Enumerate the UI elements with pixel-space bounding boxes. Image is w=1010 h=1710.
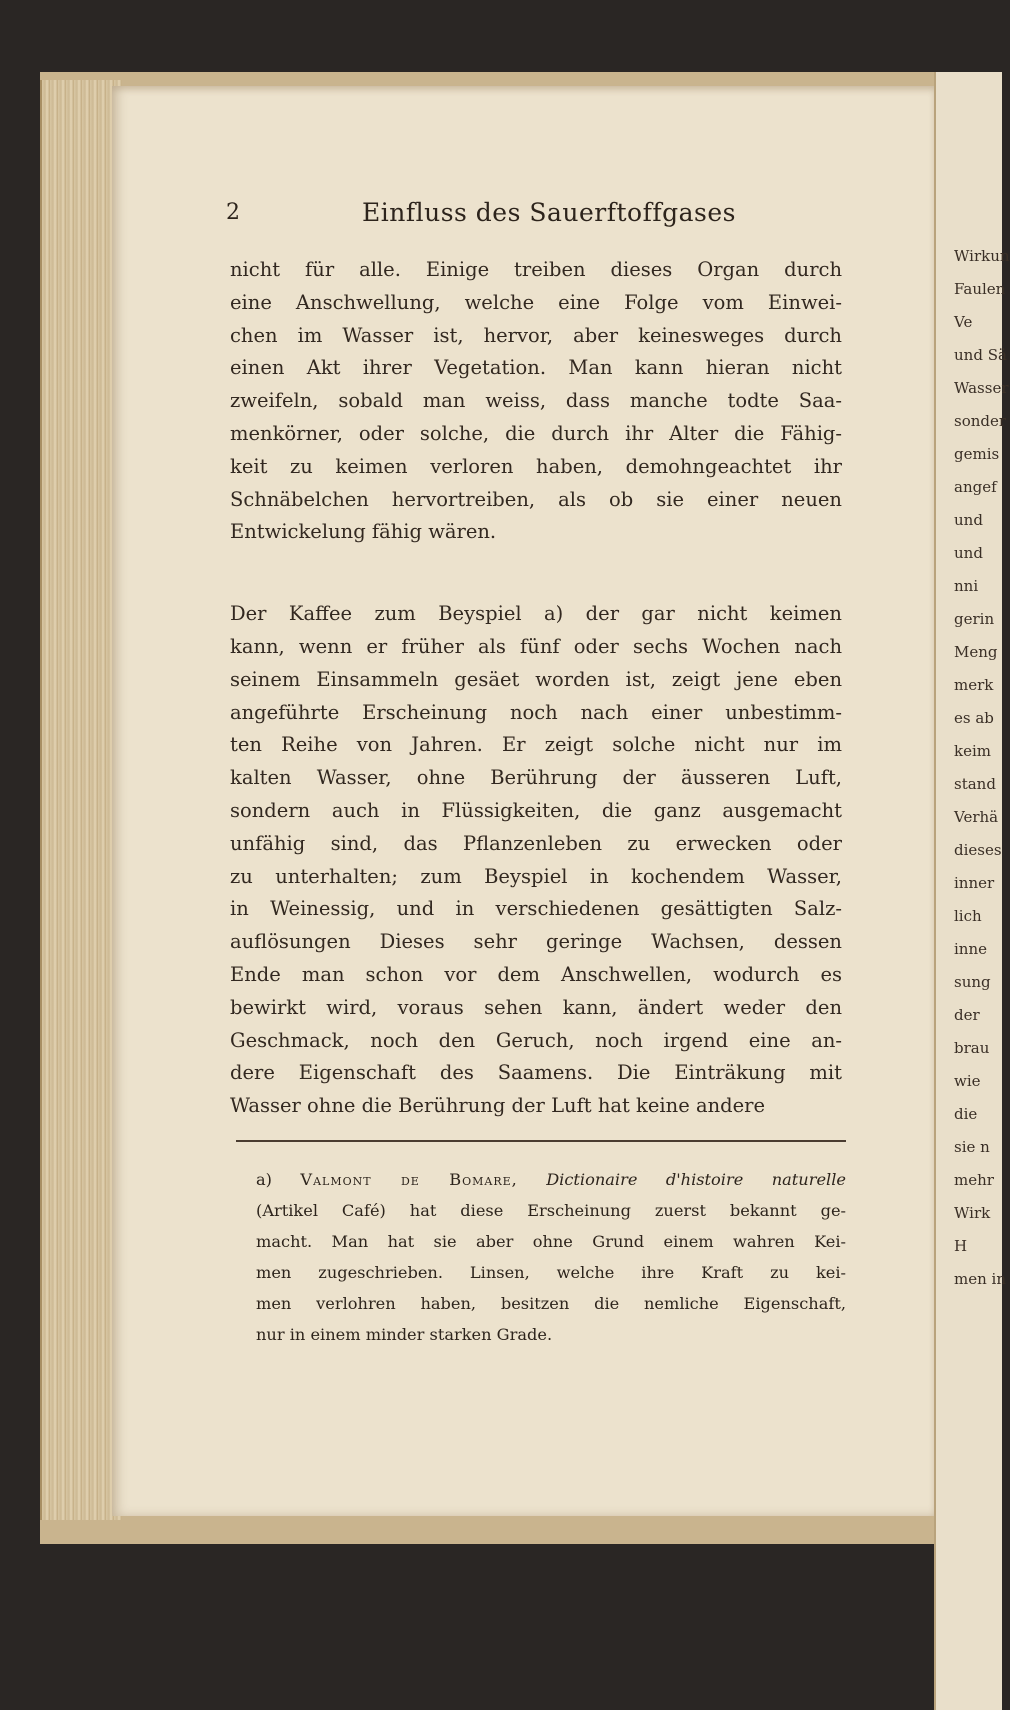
text-line: dere Eigenschaft des Saamens. Die Einträkung mit: [230, 1061, 842, 1085]
facing-text-fragment: sonder: [954, 412, 1007, 430]
facing-text-fragment: und Sä: [954, 346, 1007, 364]
text-line: Geschmack, noch den Geruch, noch irgend eine an-: [230, 1028, 842, 1052]
footnote-line: [256, 1164, 846, 1195]
facing-text-fragment: inne: [954, 940, 987, 958]
facing-text-fragment: H: [954, 1237, 968, 1255]
footnote-author: Valmont de Bomare,: [300, 1170, 518, 1189]
facing-text-fragment: dieses: [954, 841, 1002, 859]
text-line: menkörner, oder solche, die durch ihr Alter die Fähig-: [230, 421, 842, 445]
text-line: zweifeln, sobald man weiss, dass manche todte Saa-: [230, 389, 842, 413]
facing-text-fragment: der: [954, 1006, 980, 1024]
facing-text-fragment: Verhä: [954, 808, 999, 826]
text-line: Der Kaffee zum Beyspiel a) der gar nicht keimen: [230, 602, 842, 626]
text-line: eine Anschwellung, welche eine Folge vom Einwei-: [230, 290, 842, 314]
facing-text-fragment: Meng: [954, 643, 998, 661]
text-line: nicht für alle. Einige treiben dieses Organ durch: [230, 258, 842, 281]
text-line: bewirkt wird, voraus sehen kann, ändert weder den: [230, 995, 842, 1019]
facing-text-fragment: Wirk: [954, 1204, 991, 1222]
facing-text-fragment: stand: [954, 775, 996, 793]
facing-text-fragment: Wirkun: [954, 247, 1010, 265]
facing-text-fragment: und: [954, 544, 983, 562]
footnote-work: Dictionaire d'histoire naturelle: [546, 1170, 846, 1189]
text-line: (Artikel Café) hat diese Erscheinung zuerst bekannt ge-: [256, 1201, 846, 1220]
facing-text-fragment: brau: [954, 1039, 990, 1057]
paragraph-1: [230, 254, 842, 549]
facing-text-fragment: sie n: [954, 1138, 990, 1156]
body-text: [230, 254, 842, 1123]
facing-text-fragment: gemis: [954, 445, 1000, 463]
text-line: ten Reihe von Jahren. Er zeigt solche nicht nur im: [230, 733, 842, 757]
facing-text-fragment: nni: [954, 577, 979, 595]
text-line: in Weinessig, und in verschiedenen gesättigten Salz-: [230, 897, 842, 921]
text-line: kann, wenn er früher als fünf oder sechs Wochen nach: [230, 634, 842, 658]
text-line: Ende man schon vor dem Anschwellen, wodurch es: [230, 962, 842, 986]
facing-text-fragment: es ab: [954, 709, 994, 727]
text-line: men zugeschrieben. Linsen, welche ihre Kraft zu kei-: [256, 1263, 846, 1282]
facing-text-fragment: keim: [954, 742, 991, 760]
facing-text-fragment: inner: [954, 874, 995, 892]
text-line: Wasser ohne die Berührung der Luft hat keine andere: [230, 1094, 766, 1118]
text-line: Entwickelung fähig wären.: [230, 520, 497, 544]
facing-text-fragment: Ve: [954, 313, 973, 331]
facing-text-fragment: Faulen: [954, 280, 1006, 298]
facing-text-fragment: lich: [954, 907, 982, 925]
running-title: Einfluss des Sauerftoffgases: [362, 198, 736, 227]
facing-text-fragment: men in: [954, 1270, 1006, 1288]
paragraph-2: [230, 598, 842, 1123]
facing-text-fragment: wie: [954, 1072, 981, 1090]
footnote: [256, 1164, 846, 1350]
text-line: sondern auch in Flüssigkeiten, die ganz ausgemacht: [230, 798, 842, 822]
text-line: men verlohren haben, besitzen die nemliche Eigenschaft,: [256, 1294, 846, 1313]
text-line: zu unterhalten; zum Beyspiel in kochendem Wasser,: [230, 864, 842, 888]
text-line: nur in einem minder starken Grade.: [256, 1325, 553, 1344]
text-line: Schnäbelchen hervortreiben, als ob sie einer neuen: [230, 487, 842, 511]
facing-text-fragment: Wasser: [954, 379, 1009, 397]
footnote-marker: a): [256, 1170, 272, 1189]
text-line: unfähig sind, das Pflanzenleben zu erwecken oder: [230, 831, 842, 855]
facing-page-edge: [934, 72, 1010, 1710]
facing-text-fragment: die: [954, 1105, 978, 1123]
text-line: macht. Man hat sie aber ohne Grund einem wahren Kei-: [256, 1232, 846, 1251]
text-line: angeführte Erscheinung noch nach einer unbestimm-: [230, 700, 842, 724]
footnote-rule: [236, 1140, 846, 1142]
facing-text-fragment: merk: [954, 676, 994, 694]
text-line: chen im Wasser ist, hervor, aber keinesweges durch: [230, 323, 842, 347]
text-line: auflösungen Dieses sehr geringe Wachsen, dessen: [230, 930, 842, 954]
facing-text-fragment: mehr: [954, 1171, 994, 1189]
text-line: keit zu keimen verloren haben, demohngeachtet ihr: [230, 454, 842, 478]
page-header: [226, 198, 846, 238]
page-number: 2: [226, 200, 240, 225]
facing-text-fragment: und: [954, 511, 983, 529]
text-line: einen Akt ihrer Vegetation. Man kann hieran nicht: [230, 356, 842, 380]
text-line: kalten Wasser, ohne Berührung der äusseren Luft,: [230, 766, 842, 790]
facing-text-fragment: angef: [954, 478, 997, 496]
page-edges: [40, 80, 122, 1520]
facing-text-fragment: gerin: [954, 610, 995, 628]
facing-text-fragment: sung: [954, 973, 991, 991]
text-line: seinem Einsammeln gesäet worden ist, zeigt jene eben: [230, 667, 842, 691]
